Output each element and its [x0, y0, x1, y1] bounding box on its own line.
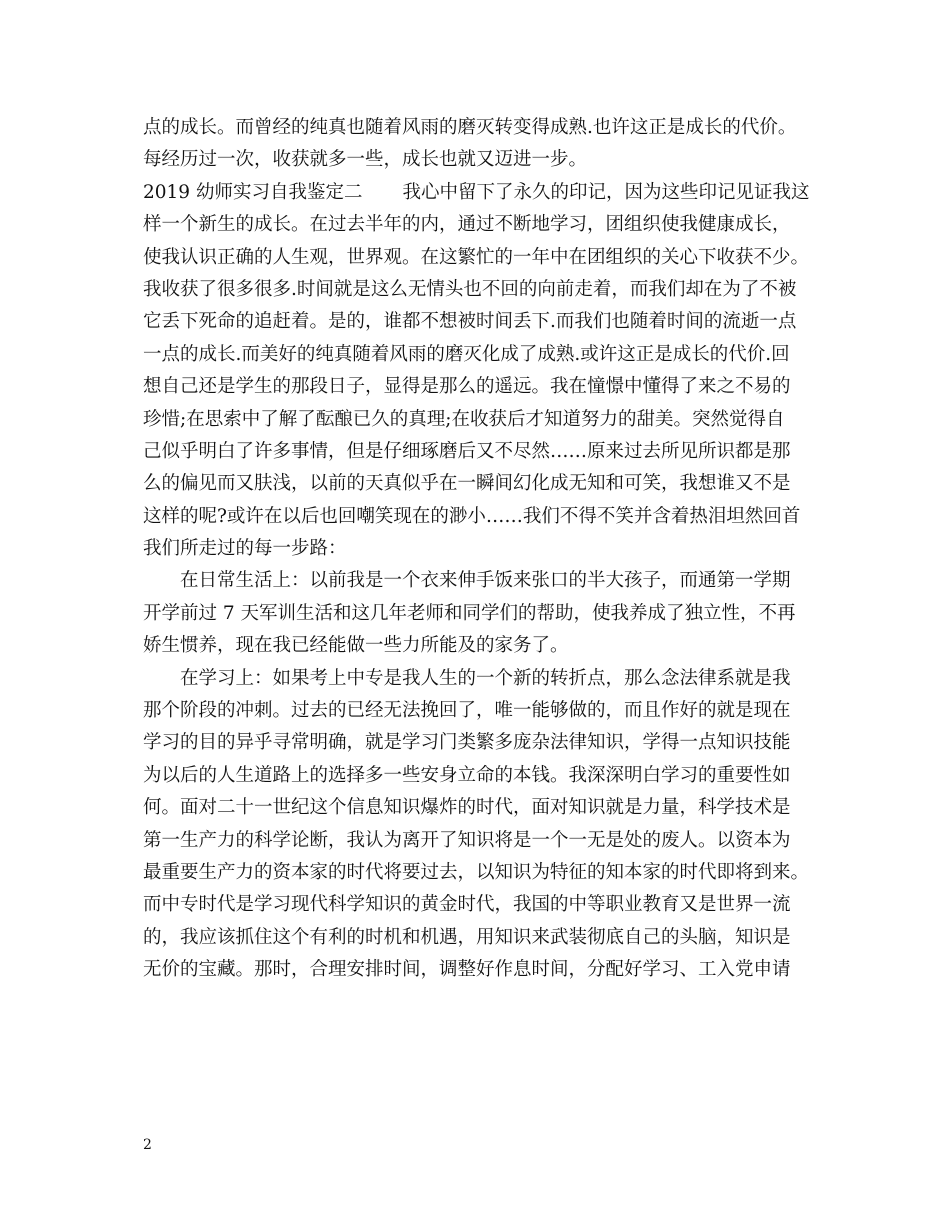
- text-line: 为以后的人生道路上的选择多一些安身立命的本钱。我深深明白学习的重要性如: [143, 764, 791, 786]
- text-line: 无价的宝藏。那时，合理安排时间，调整好作息时间，分配好学习、工入党申请: [143, 959, 791, 981]
- document-body: [143, 112, 843, 987]
- text-line: 点的成长。而曾经的纯真也随着风雨的磨灭转变得成熟.也许这正是成长的代价。: [143, 117, 797, 138]
- text-line: 珍惜;在思索中了解了酝酿已久的真理;在收获后才知道努力的甜美。突然觉得自: [143, 408, 785, 430]
- text-line: 而中专时代是学习现代科学知识的黄金时代，我国的中等职业教育又是世界一流: [143, 894, 791, 916]
- text-line: 学习的目的异乎寻常明确，就是学习门类繁多庞杂法律知识，学得一点知识技能: [143, 732, 791, 754]
- text-line: 最重要生产力的资本家的时代将要过去，以知识为特征的知本家的时代即将到来。: [143, 861, 810, 883]
- section-first-text: 我心中留下了永久的印记，因为这些印记见证我这: [402, 181, 810, 203]
- text-line: 己似乎明白了许多事情，但是仔细琢磨后又不尽然……原来过去所见所识都是那: [143, 440, 791, 462]
- section-heading-line: [143, 177, 843, 209]
- text-line: 何。面对二十一世纪这个信息知识爆炸的时代，面对知识就是力量，科学技术是: [143, 797, 791, 819]
- paragraph-start-line: 在日常生活上：以前我是一个衣来伸手饭来张口的半大孩子，而通第一学期: [180, 570, 791, 592]
- text-line: 我们所走过的每一步路：: [143, 538, 347, 560]
- paragraph-start-line: 在学习上：如果考上中专是我人生的一个新的转折点，那么念法律系就是我: [180, 667, 791, 689]
- page-number: 2: [143, 1137, 152, 1153]
- text-line: 每经历过一次，收获就多一些，成长也就又迈进一步。: [143, 149, 588, 171]
- text-line: 这样的呢?或许在以后也回嘲笑现在的渺小……我们不得不笑并含着热泪坦然回首: [143, 505, 801, 527]
- text-line: 开学前过 7 天军训生活和这几年老师和同学们的帮助，使我养成了独立性，不再: [143, 602, 796, 624]
- text-line: 一点的成长.而美好的纯真随着风雨的磨灭化成了成熟.或许这正是成长的代价.回: [143, 343, 790, 365]
- section-title: 2019 幼师实习自我鉴定二: [143, 181, 363, 203]
- text-line: 想自己还是学生的那段日子，显得是那么的遥远。我在憧憬中懂得了来之不易的: [143, 376, 791, 398]
- text-line: 我收获了很多很多.时间就是这么无情头也不回的向前走着，而我们却在为了不被: [143, 278, 797, 300]
- text-line: 么的偏见而又肤浅，以前的天真似乎在一瞬间幻化成无知和可笑，我想谁又不是: [143, 473, 791, 495]
- text-line: 样一个新生的成长。在过去半年的内，通过不断地学习，团组织使我健康成长，: [143, 214, 791, 236]
- text-line: 娇生惯养，现在我已经能做一些力所能及的家务了。: [143, 635, 569, 657]
- text-line: 第一生产力的科学论断，我认为离开了知识将是一个一无是处的废人。以资本为: [143, 829, 791, 851]
- text-line: 使我认识正确的人生观，世界观。在这繁忙的一年中在团组织的关心下收获不少。: [143, 246, 810, 268]
- text-line: 的，我应该抓住这个有利的时机和机遇，用知识来武装彻底自己的头脑，知识是: [143, 926, 791, 948]
- text-line: 它丢下死命的追赶着。是的，谁都不想被时间丢下.而我们也随着时间的流逝一点: [143, 311, 797, 333]
- text-line: 那个阶段的冲刺。过去的已经无法挽回了，唯一能够做的，而且作好的就是现在: [143, 700, 791, 722]
